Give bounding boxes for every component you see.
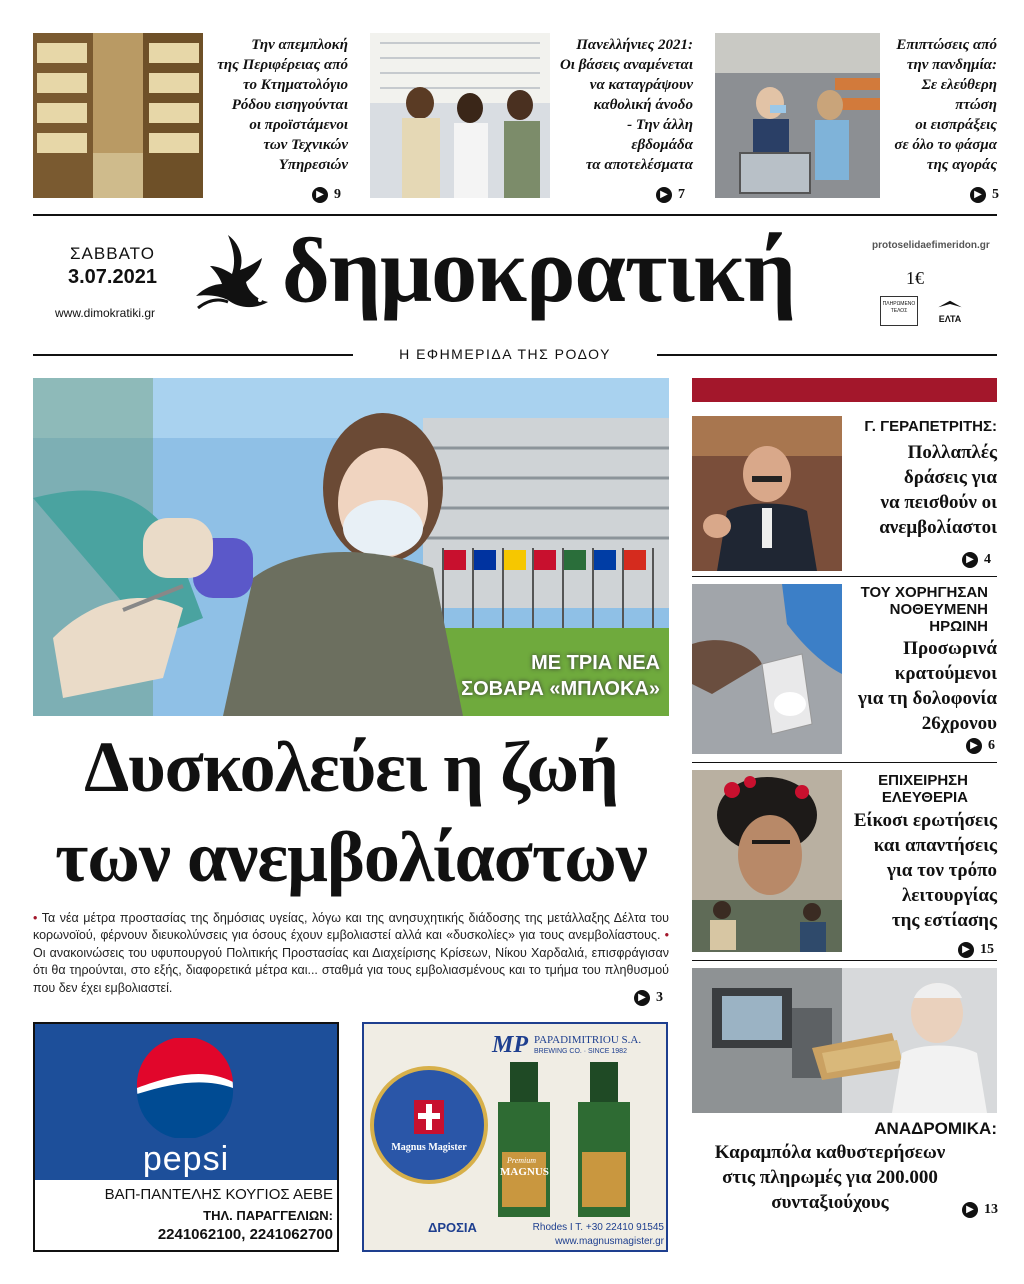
magnus-brand-drosia: ΔΡΟΣΙΑ: [428, 1220, 477, 1235]
sidebar-item-4-title[interactable]: [700, 1140, 960, 1215]
teaser-line: καθολική άνοδο: [593, 97, 693, 113]
teaser-3-page-ref[interactable]: [970, 187, 999, 203]
teaser-line: Πανελλήνιες 2021:: [576, 37, 693, 53]
teaser-line: Την απεμπλοκή: [251, 37, 348, 53]
teaser-2-page-ref[interactable]: [656, 187, 685, 203]
title-line: Είκοσι ερωτήσεις: [853, 810, 997, 831]
elta-bird-icon: [937, 299, 963, 309]
pepsi-ad[interactable]: [33, 1022, 339, 1252]
teaser-line: της αγοράς: [926, 157, 997, 173]
arrow-right-icon: ▶: [958, 942, 974, 958]
title-line: Πολλαπλές: [907, 442, 997, 463]
gerapetritis-photo[interactable]: [692, 416, 842, 571]
magnus-url[interactable]: www.magnusmagister.gr: [555, 1236, 664, 1247]
sidebar-item-3-page-ref[interactable]: [958, 942, 994, 958]
lead-body-part2: Οι ανακοινώσεις του υφυπουργού Πολιτικής Προστασίας και Διαχείρισης Κρίσεων, Νίκου Χαρδαλιά, επισφράγισαν ότι θα τηρούνται, στο εξής, διαφορετικά μέτρα και... σταθμά για τους εμβολιασμένους και το τμήμα του πληθυσμού που δεν έχει εμβολιαστεί.: [33, 945, 669, 995]
title-line: λειτουργίας: [901, 885, 997, 906]
postage-label: ΠΛΗΡΩΜΕΝΟ ΤΕΛΟΣ: [882, 301, 916, 314]
tagline: Η ΕΦΗΜΕΡΙΔΑ ΤΗΣ ΡΟΔΟΥ: [399, 346, 611, 362]
arrow-right-icon: ▶: [966, 738, 982, 754]
page-number: 6: [988, 738, 995, 753]
page-number: 15: [980, 942, 994, 957]
arrow-right-icon: ▶: [962, 552, 978, 568]
lead-overlay-line2: ΣΟΒΑΡΑ «ΜΠΛΟΚΑ»: [461, 678, 660, 700]
title-line: της εστίασης: [891, 910, 997, 931]
divider: [692, 960, 997, 961]
teaser-line: οι εισπράξεις: [915, 117, 997, 133]
teaser-line: πτώση: [955, 97, 997, 113]
page-number: 9: [334, 187, 341, 202]
teaser-1-page-ref[interactable]: [312, 187, 341, 203]
pepsi-globe-icon: [135, 1038, 235, 1138]
drugs-photo[interactable]: [692, 584, 842, 754]
shield-cross-icon: [414, 1100, 444, 1134]
teaser-line: των Τεχνικών: [263, 137, 348, 153]
elta-logo: [930, 296, 970, 322]
teaser-line: - Την άλλη: [627, 117, 693, 133]
teaser-line: Επιπτώσεις από: [896, 37, 997, 53]
arrow-right-icon: ▶: [634, 990, 650, 1006]
masthead-website[interactable]: www.dimokratiki.gr: [54, 306, 156, 320]
teaser-line: Οι βάσεις αναμένεται: [559, 57, 693, 73]
title-line: Καραμπόλα καθυστερήσεων: [714, 1142, 946, 1163]
sidebar-accent-bar: [692, 378, 997, 402]
teaser-2-text[interactable]: [548, 35, 693, 175]
lead-page-ref[interactable]: [634, 990, 663, 1006]
magnus-premium: Premium: [507, 1156, 537, 1165]
teaser-line: εβδομάδα: [631, 137, 693, 153]
magnus-ad[interactable]: [362, 1022, 668, 1252]
title-line: για τον τρόπο: [887, 860, 997, 881]
teaser-line: Ρόδου εισηγούνται: [231, 97, 348, 113]
lead-body: [33, 910, 669, 997]
title-line: 26χρονου: [921, 713, 997, 734]
magnus-bottle-label: MAGNUS: [500, 1166, 549, 1178]
masthead-date: 3.07.2021: [68, 266, 157, 288]
lead-overlay-line1: ΜΕ ΤΡΙΑ ΝΕΑ: [531, 652, 660, 674]
pepsi-wordmark: pepsi: [142, 1140, 230, 1178]
title-line: ανεμβολίαστοι: [879, 517, 997, 538]
atm-pensioner-photo[interactable]: [692, 968, 997, 1113]
sidebar-item-2-kicker: ΤΟΥ ΧΟΡΗΓΗΣΑΝ ΝΟΘΕΥΜΕΝΗ ΗΡΩΙΝΗ: [860, 584, 988, 635]
sidebar-item-3-title[interactable]: [846, 808, 997, 933]
sidebar-item-1-title[interactable]: [846, 440, 997, 540]
teaser-line: Υπηρεσιών: [278, 157, 348, 173]
page-number: 7: [678, 187, 685, 202]
divider: [657, 354, 997, 356]
sidebar-item-4-page-ref[interactable]: [962, 1202, 998, 1218]
sidebar-item-4-kicker: ΑΝΑΔΡΟΜΙΚΑ:: [874, 1119, 997, 1138]
title-line: και απαντήσεις: [873, 835, 997, 856]
mp-logo: MP: [492, 1032, 528, 1058]
lead-headline-line2[interactable]: των ανεμβολίαστων: [55, 817, 647, 897]
bullet-icon: •: [664, 928, 669, 943]
teaser-line: να καταγράψουν: [589, 77, 693, 93]
title-line: για τη δολοφονία: [858, 688, 997, 709]
frida-mural-photo[interactable]: [692, 770, 842, 952]
page-number: 4: [984, 552, 991, 567]
sidebar-item-2-page-ref[interactable]: [966, 738, 995, 754]
page-number: 3: [656, 990, 663, 1005]
masthead-title[interactable]: δημοκρατική: [282, 219, 796, 321]
title-line: συνταξιούχους: [771, 1192, 889, 1213]
teaser-line: την πανδημία:: [906, 57, 997, 73]
page-number: 13: [984, 1202, 998, 1217]
magnus-sub: BREWING CO. · SINCE 1982: [534, 1048, 627, 1055]
masthead-day: ΣΑΒΒΑΤΟ: [70, 244, 155, 263]
lead-body-part1: Τα νέα μέτρα προστασίας της δημόσιας υγείας, λόγω και της ανησυχητικής διάδοσης της μετάλλαξης Δέλτα του κορωνοϊού, φέρνουν διευκολύνσεις για όσους έχουν εμβολιαστεί αλλά και «δυσκολίες» για τους ανεμβολίαστους.: [33, 911, 670, 943]
pepsi-phones: 2241062100, 2241062700: [157, 1226, 333, 1243]
sidebar-item-3-kicker: ΕΠΙΧΕΙΡΗΣΗ ΕΛΕΥΘΕΡΙΑ: [878, 772, 968, 806]
title-line: στις πληρωμές για 200.000: [722, 1167, 938, 1188]
teaser-line: οι προϊστάμενοι: [249, 117, 348, 133]
lead-headline-line1[interactable]: Δυσκολεύει η ζωή: [84, 727, 618, 807]
teaser-line: της Περιφέρειας από: [217, 57, 348, 73]
teaser-1-text[interactable]: [205, 35, 348, 175]
arrow-right-icon: ▶: [656, 187, 672, 203]
title-line: κρατούμενοι: [894, 663, 997, 684]
teaser-line: το Κτηματολόγιο: [243, 77, 348, 93]
arrow-right-icon: ▶: [970, 187, 986, 203]
supermarket-photo[interactable]: [715, 33, 880, 198]
magnus-contact: Rhodes I T. +30 22410 91545: [532, 1222, 664, 1233]
magnus-company: PAPADIMITRIOU S.A.: [534, 1034, 642, 1046]
teaser-3-text[interactable]: [880, 35, 997, 175]
title-line: Προσωρινά: [903, 638, 997, 659]
postage-box: [880, 296, 918, 326]
watermark: protoselidaefimeridon.gr: [872, 240, 990, 251]
arrow-right-icon: ▶: [312, 187, 328, 203]
title-line: δράσεις για: [903, 467, 997, 488]
sidebar-item-1-kicker: Γ. ΓΕΡΑΠΕΤΡΙΤΗΣ:: [864, 418, 997, 435]
teaser-line: Σε ελεύθερη: [921, 77, 997, 93]
pepsi-company: ΒΑΠ-ΠΑΝΤΕΛΗΣ ΚΟΥΓΙΟΣ ΑΕΒΕ: [104, 1186, 333, 1203]
divider: [692, 762, 997, 763]
sidebar-item-2-title[interactable]: [846, 636, 997, 736]
magnus-badge: [370, 1066, 488, 1184]
elta-label: ΕΛΤΑ: [938, 314, 962, 324]
archive-shelves-photo[interactable]: [33, 33, 203, 198]
dove-logo-icon: [188, 230, 280, 322]
arrow-right-icon: ▶: [962, 1202, 978, 1218]
magnus-badge-label: Magnus Magister: [391, 1142, 467, 1153]
students-board-photo[interactable]: [370, 33, 550, 198]
title-line: να πεισθούν οι: [880, 492, 997, 513]
teaser-line: σε όλο το φάσμα: [894, 137, 997, 153]
bullet-icon: •: [33, 911, 38, 925]
divider: [33, 354, 353, 356]
divider: [692, 576, 997, 577]
pepsi-phone-label: ΤΗΛ. ΠΑΡΑΓΓΕΛΙΩΝ:: [203, 1208, 333, 1223]
price: 1€: [906, 268, 924, 288]
sidebar-item-1-page-ref[interactable]: [962, 552, 991, 568]
teaser-line: τα αποτελέσματα: [585, 157, 693, 173]
page-number: 5: [992, 187, 999, 202]
magnus-bottles: [490, 1062, 660, 1217]
